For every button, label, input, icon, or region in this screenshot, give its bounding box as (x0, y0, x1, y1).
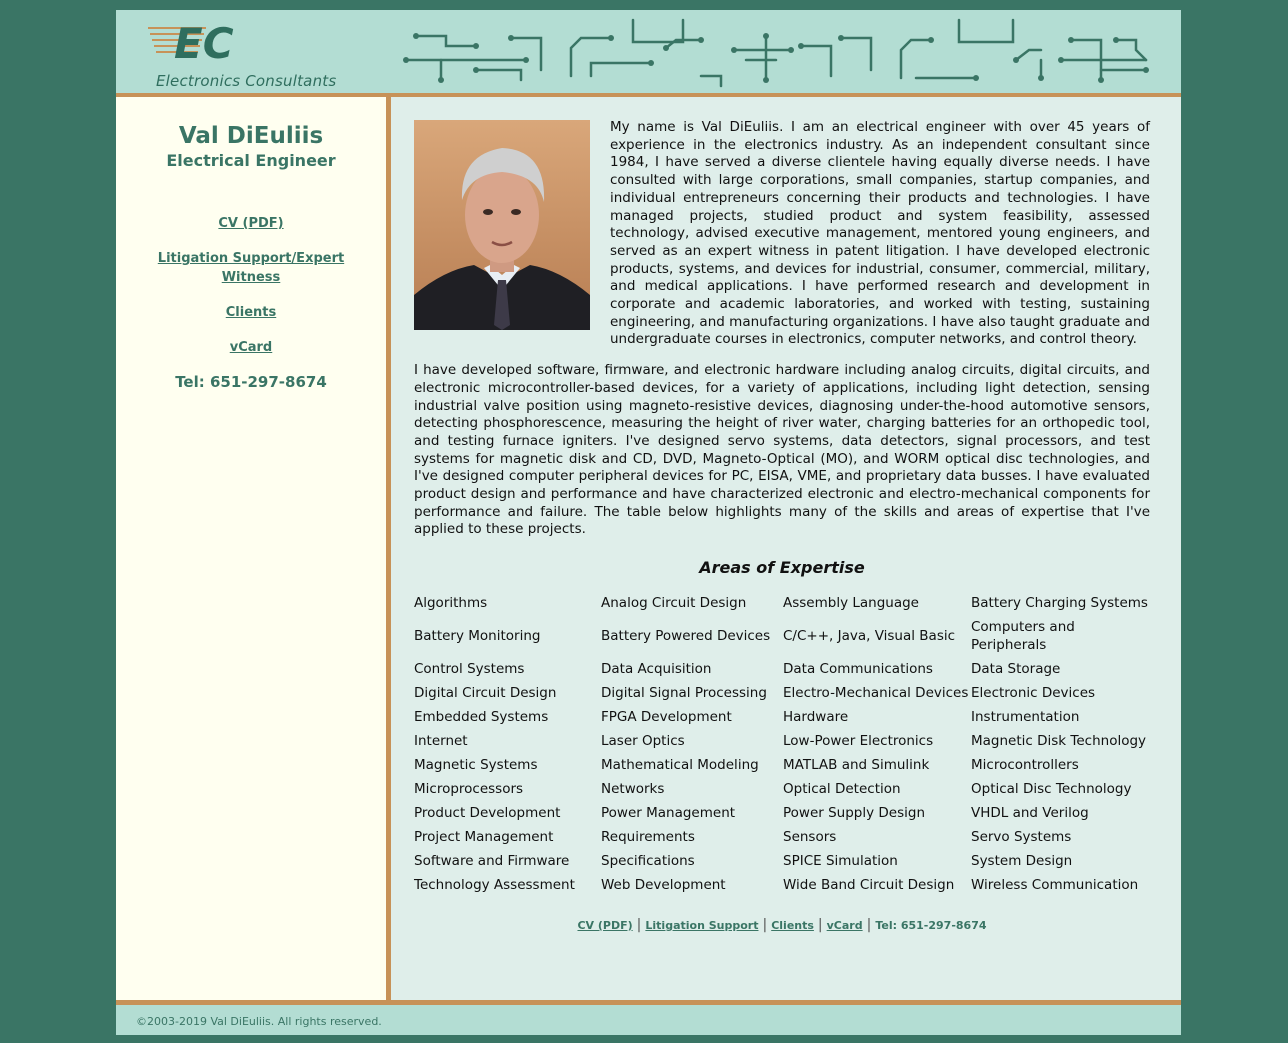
expertise-cell: Mathematical Modeling (601, 756, 759, 773)
expertise-row (413, 681, 1151, 705)
expertise-cell: Instrumentation (971, 708, 1080, 725)
expertise-cell: Data Communications (783, 660, 933, 677)
expertise-cell: Specifications (601, 852, 695, 869)
ec-logo-icon (146, 20, 256, 64)
expertise-cell: Battery Charging Systems (971, 594, 1148, 611)
sidebar-link-clients[interactable]: Clients (225, 305, 277, 320)
sidebar (116, 97, 386, 1000)
expertise-cell: Analog Circuit Design (601, 594, 747, 611)
company-logo[interactable] (146, 20, 337, 90)
expertise-cell: Embedded Systems (414, 708, 549, 725)
sidebar-link-litigation[interactable]: Litigation Support/Expert Witness (157, 251, 345, 285)
expertise-cell: Servo Systems (971, 828, 1072, 845)
separator: | (817, 916, 823, 933)
expertise-cell: Internet (414, 732, 468, 749)
expertise-cell: System Design (971, 852, 1073, 869)
expertise-cell: FPGA Development (601, 708, 732, 725)
experience-paragraph: I have developed software, firmware, and electronic hardware including analog circuits, digital circuits, and electronic microcontroller-based devices, for a variety of applications, including light detection, sensing industrial valve position using magneto-resistive devices, diagnosing under-the-hood automotive sensors, detecting phosphorescence, measuring the height of river water, charging batteries for an orthopedic tool, and testing furnace igniters. I've designed servo systems, data detectors, signal processors, and test systems for magnetic disk and CD, DVD, Magneto-Optical (MO), and WORM optical disc technologies, and I've designed computer peripheral devices for PC, EISA, VME, and proprietary data busses. I have evaluated product design and performance and have characterized electronic and electro-mechanical components for performance and failure. The table below highlights many of the skills and areas of expertise that I've applied to these projects. (414, 362, 1150, 538)
expertise-cell: Low-Power Electronics (783, 732, 934, 749)
expertise-cell: Project Management (414, 828, 554, 845)
expertise-cell: Control Systems (414, 660, 525, 677)
footer-telephone: Tel: 651-297-8674 (875, 918, 987, 932)
expertise-cell: Battery Powered Devices (601, 627, 771, 644)
expertise-cell: VHDL and Verilog (971, 804, 1089, 821)
sidebar-link-vcard[interactable]: vCard (229, 340, 273, 355)
sidebar-name: Val DiEuliis (178, 123, 324, 149)
footer-link-clients[interactable]: Clients (771, 918, 814, 932)
sidebar-divider (386, 97, 391, 1000)
expertise-cell: Laser Optics (601, 732, 685, 749)
expertise-title: Areas of Expertise (699, 558, 865, 578)
page (116, 10, 1181, 1035)
expertise-cell: Technology Assessment (414, 876, 575, 893)
profile-photo (414, 120, 590, 330)
expertise-cell: Sensors (783, 828, 837, 845)
expertise-cell: Networks (601, 780, 665, 797)
expertise-cell: Power Management (601, 804, 736, 821)
header (116, 10, 1181, 93)
expertise-cell: Magnetic Disk Technology (971, 732, 1147, 749)
expertise-cell: Magnetic Systems (414, 756, 538, 773)
expertise-row (413, 801, 1151, 825)
expertise-cell: Optical Disc Technology (971, 780, 1132, 797)
expertise-cell: Power Supply Design (783, 804, 926, 821)
logo-letters: EC (174, 20, 234, 64)
expertise-cell: MATLAB and Simulink (783, 756, 930, 773)
expertise-row (413, 777, 1151, 801)
footer-link-litigation[interactable]: Litigation Support (645, 918, 759, 932)
expertise-cell: Wireless Communication (971, 876, 1139, 893)
logo-text: Electronics Consultants (156, 72, 337, 90)
expertise-cell: Wide Band Circuit Design (783, 876, 955, 893)
main-content (414, 119, 1150, 935)
expertise-cell: Optical Detection (783, 780, 901, 797)
copyright-text: ©2003-2019 Val DiEuliis. All rights reserved. (136, 1015, 382, 1028)
expertise-cell: SPICE Simulation (783, 852, 898, 869)
separator: | (866, 916, 872, 933)
expertise-cell: Algorithms (414, 594, 488, 611)
sidebar-title: Electrical Engineer (166, 151, 336, 170)
expertise-cell: Hardware (783, 708, 849, 725)
expertise-cell: Data Storage (971, 660, 1061, 677)
expertise-cell: Digital Circuit Design (414, 684, 557, 701)
expertise-table (413, 591, 1151, 897)
separator: | (762, 916, 768, 933)
sidebar-telephone: Tel: 651-297-8674 (175, 373, 327, 391)
expertise-row (413, 753, 1151, 777)
expertise-row (413, 873, 1151, 897)
expertise-cell: Computers and Peripherals (971, 618, 1075, 653)
circuit-trace-decoration (401, 18, 1151, 88)
expertise-cell: Digital Signal Processing (601, 684, 767, 701)
expertise-cell: Microcontrollers (971, 756, 1079, 773)
expertise-row (413, 657, 1151, 681)
footer-link-cv[interactable]: CV (PDF) (577, 918, 633, 932)
expertise-cell: Software and Firmware (414, 852, 570, 869)
expertise-cell: Electro-Mechanical Devices (783, 684, 969, 701)
sidebar-nav (116, 214, 386, 357)
expertise-cell: Battery Monitoring (414, 627, 541, 644)
expertise-cell: Requirements (601, 828, 695, 845)
expertise-cell: Product Development (414, 804, 561, 821)
footer-nav (414, 917, 1150, 935)
sidebar-link-cv[interactable]: CV (PDF) (218, 216, 284, 231)
expertise-row (413, 615, 1151, 657)
expertise-cell: Microprocessors (414, 780, 524, 797)
expertise-cell: C/C++, Java, Visual Basic (783, 627, 956, 644)
expertise-cell: Web Development (601, 876, 726, 893)
separator: | (636, 916, 642, 933)
expertise-row (413, 849, 1151, 873)
expertise-row (413, 825, 1151, 849)
expertise-cell: Electronic Devices (971, 684, 1096, 701)
intro-paragraph: My name is Val DiEuliis. I am an electrical engineer with over 45 years of experience in the electronics industry. As an independent consultant since 1984, I have served a diverse clientele having equally diverse needs. I have consulted with large corporations, small companies, startup companies, and individual entrepreneurs concerning their products and technologies. I have managed projects, studied product and system feasibility, assessed technology, advised executive management, mentored young engineers, and served as an expert witness in patent litigation. I have developed electronic products, systems, and devices for industrial, consumer, commercial, military, and medical applications. I have performed research and development in corporate and academic laboratories, and worked with testing, sustaining engineering, and manufacturing organizations. I have also taught graduate and undergraduate courses in electronics, computer networks, and control theory. (610, 119, 1150, 348)
footer (116, 1005, 1181, 1035)
expertise-row (413, 729, 1151, 753)
expertise-cell: Assembly Language (783, 594, 919, 611)
expertise-row (413, 705, 1151, 729)
expertise-row (413, 591, 1151, 615)
expertise-cell: Data Acquisition (601, 660, 712, 677)
footer-link-vcard[interactable]: vCard (826, 918, 863, 932)
